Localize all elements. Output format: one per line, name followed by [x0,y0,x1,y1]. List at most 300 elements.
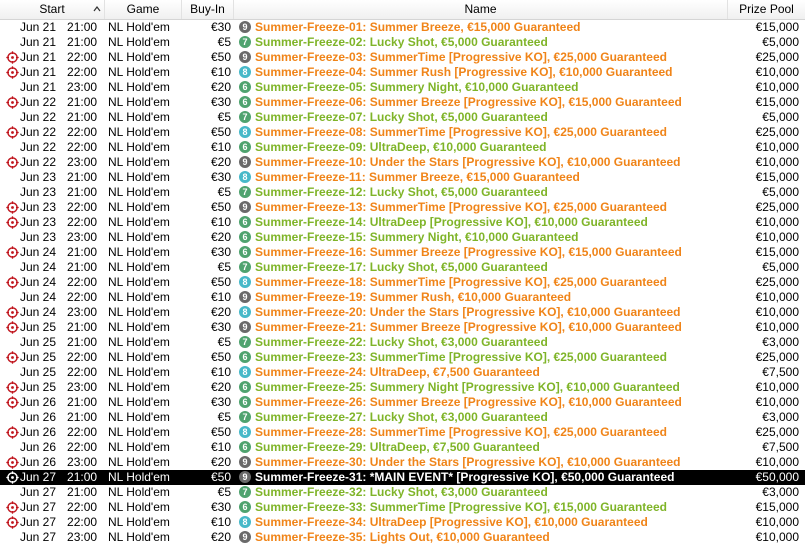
tournament-name: Summer-Freeze-05: Summery Night, €10,000 Guaranteed [255,80,579,94]
game-cell: NL Hold'em [108,110,170,124]
tournament-row[interactable] [0,215,805,230]
buyin-cell: €5 [217,260,231,274]
start-time-cell [20,305,98,320]
start-time: 22:00 [67,125,98,139]
buyin-cell: €50 [210,275,231,289]
tournament-row[interactable] [0,230,805,245]
start-time: 23:00 [67,80,98,94]
buyin-cell: €30 [210,395,231,409]
table-header [0,0,805,20]
start-time: 21:00 [67,320,98,334]
start-date: Jun 25 [20,365,57,379]
column-header-prize-label: Prize Pool [739,2,794,16]
tournament-row[interactable] [0,200,805,215]
tournament-row[interactable] [0,80,805,95]
tournament-row[interactable] [0,455,805,470]
start-time: 23:00 [67,380,98,394]
table-size-badge: 6 [239,441,251,453]
table-size-badge: 8 [239,516,251,528]
table-size-badge: 6 [239,246,251,258]
prize-pool-cell: €3,000 [762,410,799,424]
tournament-name: Summer-Freeze-08: SummerTime [Progressive KO], €25,000 Guaranteed [255,125,667,139]
buyin-cell: €10 [210,215,231,229]
tournament-name: Summer-Freeze-28: SummerTime [Progressive KO], €25,000 Guaranteed [255,425,667,439]
buyin-cell: €20 [210,80,231,94]
knockout-target-icon [6,396,19,409]
start-date: Jun 22 [20,110,57,124]
tournament-name: Summer-Freeze-25: Summery Night [Progressive KO], €10,000 Guaranteed [255,380,680,394]
table-size-badge: 6 [239,96,251,108]
buyin-cell: €30 [210,170,231,184]
tournament-name: Summer-Freeze-01: Summer Breeze, €15,000 Guaranteed [255,20,581,34]
prize-pool-cell: €5,000 [762,185,799,199]
table-size-badge: 9 [239,21,251,33]
name-cell [239,185,729,200]
tournament-row[interactable] [0,485,805,500]
prize-pool-cell: €7,500 [762,365,799,379]
buyin-cell: €10 [210,140,231,154]
buyin-cell: €50 [210,470,231,484]
tournament-row[interactable] [0,440,805,455]
game-cell: NL Hold'em [108,350,170,364]
tournament-name: Summer-Freeze-19: Summer Rush, €10,000 Guaranteed [255,290,572,304]
start-time-cell [20,290,98,305]
name-cell [239,290,729,305]
start-time: 21:00 [67,260,98,274]
prize-pool-cell: €10,000 [755,530,799,544]
game-cell: NL Hold'em [108,320,170,334]
start-time-cell [20,455,98,470]
start-date: Jun 24 [20,290,57,304]
table-size-badge: 6 [239,381,251,393]
start-time-cell [20,425,98,440]
name-cell [239,20,729,35]
tournament-name: Summer-Freeze-03: SummerTime [Progressive KO], €25,000 Guaranteed [255,50,667,64]
start-time: 21:00 [67,110,98,124]
table-size-badge: 7 [239,411,251,423]
game-cell: NL Hold'em [108,380,170,394]
prize-pool-cell: €25,000 [755,350,799,364]
start-time-cell [20,215,98,230]
game-cell: NL Hold'em [108,65,170,79]
table-size-badge: 8 [239,426,251,438]
buyin-cell: €20 [210,230,231,244]
start-time: 21:00 [67,170,98,184]
tournament-row[interactable] [0,395,805,410]
tournament-row[interactable] [0,515,805,530]
knockout-target-icon [6,126,19,139]
start-time: 21:00 [67,410,98,424]
name-cell [239,140,729,155]
name-cell [239,470,729,485]
tournament-row[interactable] [0,50,805,65]
prize-pool-cell: €15,000 [755,245,799,259]
tournament-row[interactable] [0,110,805,125]
start-date: Jun 23 [20,215,57,229]
start-date: Jun 26 [20,455,57,469]
start-time: 22:00 [67,65,98,79]
prize-pool-cell: €10,000 [755,230,799,244]
name-cell [239,500,729,515]
name-cell [239,515,729,530]
table-size-badge: 7 [239,486,251,498]
prize-pool-cell: €10,000 [755,290,799,304]
start-time-cell [20,110,98,125]
name-cell [239,260,729,275]
tournament-row[interactable] [0,320,805,335]
table-size-badge: 8 [239,276,251,288]
game-cell: NL Hold'em [108,290,170,304]
start-time-cell [20,185,98,200]
tournament-name: Summer-Freeze-07: Lucky Shot, €5,000 Guaranteed [255,110,548,124]
tournament-row[interactable] [0,125,805,140]
buyin-cell: €20 [210,380,231,394]
game-cell: NL Hold'em [108,20,170,34]
knockout-target-icon [6,501,19,514]
column-header-name[interactable] [234,0,728,19]
start-date: Jun 23 [20,185,57,199]
tournament-row[interactable] [0,155,805,170]
tournament-list [0,20,805,545]
start-time: 22:00 [67,215,98,229]
prize-pool-cell: €10,000 [755,395,799,409]
knockout-target-icon [6,351,19,364]
column-header-buyin[interactable] [182,0,234,19]
knockout-target-icon [6,426,19,439]
start-date: Jun 26 [20,410,57,424]
start-time: 23:00 [67,305,98,319]
name-cell [239,305,729,320]
table-size-badge: 9 [239,321,251,333]
tournament-name: Summer-Freeze-02: Lucky Shot, €5,000 Guaranteed [255,35,548,49]
table-size-badge: 9 [239,456,251,468]
game-cell: NL Hold'em [108,140,170,154]
start-time-cell [20,20,98,35]
start-time-cell [20,350,98,365]
tournament-name: Summer-Freeze-30: Under the Stars [Progressive KO], €10,000 Guaranteed [255,455,681,469]
name-cell [239,410,729,425]
game-cell: NL Hold'em [108,410,170,424]
tournament-name: Summer-Freeze-17: Lucky Shot, €5,000 Guaranteed [255,260,548,274]
start-time: 22:00 [67,200,98,214]
tournament-name: Summer-Freeze-31: *MAIN EVENT* [Progressive KO], €50,000 Guaranteed [255,470,675,484]
start-time: 23:00 [67,455,98,469]
start-time: 21:00 [67,35,98,49]
game-cell: NL Hold'em [108,170,170,184]
start-date: Jun 25 [20,380,57,394]
start-date: Jun 26 [20,440,57,454]
start-time: 23:00 [67,155,98,169]
start-time: 21:00 [67,95,98,109]
start-date: Jun 23 [20,200,57,214]
start-time-cell [20,470,98,485]
game-cell: NL Hold'em [108,530,170,544]
knockout-target-icon [6,201,19,214]
game-cell: NL Hold'em [108,200,170,214]
start-time-cell [20,395,98,410]
prize-pool-cell: €10,000 [755,515,799,529]
start-time: 21:00 [67,20,98,34]
tournament-row[interactable] [0,380,805,395]
tournament-row[interactable] [0,140,805,155]
start-time: 22:00 [67,350,98,364]
buyin-cell: €30 [210,95,231,109]
tournament-row[interactable] [0,245,805,260]
knockout-target-icon [6,276,19,289]
start-date: Jun 21 [20,65,57,79]
prize-pool-cell: €15,000 [755,20,799,34]
tournament-row[interactable] [0,500,805,515]
start-date: Jun 27 [20,470,57,484]
name-cell [239,35,729,50]
name-cell [239,170,729,185]
prize-pool-cell: €10,000 [755,215,799,229]
start-time-cell [20,515,98,530]
table-size-badge: 8 [239,171,251,183]
start-time-cell [20,275,98,290]
tournament-name: Summer-Freeze-22: Lucky Shot, €3,000 Guaranteed [255,335,548,349]
start-date: Jun 27 [20,500,57,514]
tournament-row[interactable] [0,530,805,545]
game-cell: NL Hold'em [108,35,170,49]
column-header-start[interactable] [0,0,105,19]
buyin-cell: €50 [210,125,231,139]
table-size-badge: 6 [239,351,251,363]
start-time: 21:00 [67,185,98,199]
start-time-cell [20,230,98,245]
tournament-row[interactable] [0,470,805,485]
start-time-cell [20,485,98,500]
name-cell [239,530,729,545]
prize-pool-cell: €10,000 [755,65,799,79]
name-cell [239,110,729,125]
game-cell: NL Hold'em [108,305,170,319]
table-size-badge: 8 [239,66,251,78]
table-size-badge: 9 [239,201,251,213]
tournament-row[interactable] [0,305,805,320]
start-time-cell [20,155,98,170]
tournament-name: Summer-Freeze-11: Summer Breeze, €15,000 Guaranteed [255,170,580,184]
start-time-cell [20,35,98,50]
knockout-target-icon [6,246,19,259]
start-date: Jun 21 [20,80,57,94]
tournament-row[interactable] [0,260,805,275]
prize-pool-cell: €25,000 [755,275,799,289]
knockout-target-icon [6,216,19,229]
table-size-badge: 9 [239,531,251,543]
start-date: Jun 21 [20,50,57,64]
tournament-row[interactable] [0,95,805,110]
buyin-cell: €5 [217,410,231,424]
tournament-row[interactable] [0,290,805,305]
start-date: Jun 24 [20,260,57,274]
column-header-game[interactable] [105,0,182,19]
game-cell: NL Hold'em [108,515,170,529]
start-date: Jun 23 [20,230,57,244]
tournament-name: Summer-Freeze-21: Summer Breeze [Progressive KO], €10,000 Guaranteed [255,320,682,334]
buyin-cell: €5 [217,335,231,349]
start-time: 21:00 [67,470,98,484]
knockout-target-icon [6,96,19,109]
buyin-cell: €10 [210,65,231,79]
table-size-badge: 9 [239,156,251,168]
buyin-cell: €30 [210,245,231,259]
buyin-cell: €50 [210,200,231,214]
start-time-cell [20,440,98,455]
prize-pool-cell: €5,000 [762,260,799,274]
start-time-cell [20,125,98,140]
tournament-row[interactable] [0,350,805,365]
start-time: 21:00 [67,335,98,349]
game-cell: NL Hold'em [108,455,170,469]
start-date: Jun 22 [20,140,57,154]
start-time-cell [20,170,98,185]
game-cell: NL Hold'em [108,395,170,409]
table-size-badge: 8 [239,126,251,138]
knockout-target-icon [6,321,19,334]
tournament-name: Summer-Freeze-26: Summer Breeze [Progressive KO], €10,000 Guaranteed [255,395,682,409]
start-date: Jun 27 [20,485,57,499]
name-cell [239,80,729,95]
name-cell [239,200,729,215]
start-time-cell [20,200,98,215]
prize-pool-cell: €5,000 [762,35,799,49]
buyin-cell: €10 [210,515,231,529]
prize-pool-cell: €25,000 [755,425,799,439]
table-size-badge: 9 [239,291,251,303]
start-time-cell [20,95,98,110]
game-cell: NL Hold'em [108,215,170,229]
tournament-name: Summer-Freeze-06: Summer Breeze [Progressive KO], €15,000 Guaranteed [255,95,682,109]
buyin-cell: €10 [210,440,231,454]
table-size-badge: 7 [239,186,251,198]
prize-pool-cell: €15,000 [755,170,799,184]
start-date: Jun 24 [20,245,57,259]
start-date: Jun 25 [20,320,57,334]
tournament-name: Summer-Freeze-12: Lucky Shot, €5,000 Guaranteed [255,185,548,199]
table-size-badge: 8 [239,306,251,318]
tournament-name: Summer-Freeze-34: UltraDeep [Progressive KO], €10,000 Guaranteed [255,515,648,529]
name-cell [239,455,729,470]
tournament-row[interactable] [0,335,805,350]
start-date: Jun 22 [20,95,57,109]
start-date: Jun 21 [20,35,57,49]
tournament-name: Summer-Freeze-13: SummerTime [Progressive KO], €25,000 Guaranteed [255,200,667,214]
start-time-cell [20,65,98,80]
sort-ascending-icon [93,5,101,13]
buyin-cell: €10 [210,290,231,304]
tournament-row[interactable] [0,170,805,185]
game-cell: NL Hold'em [108,470,170,484]
prize-pool-cell: €5,000 [762,110,799,124]
tournament-name: Summer-Freeze-14: UltraDeep [Progressive KO], €10,000 Guaranteed [255,215,648,229]
start-time: 22:00 [67,365,98,379]
start-date: Jun 26 [20,425,57,439]
start-date: Jun 23 [20,170,57,184]
prize-pool-cell: €50,000 [755,470,799,484]
name-cell [239,485,729,500]
tournament-row[interactable] [0,365,805,380]
tournament-name: Summer-Freeze-33: SummerTime [Progressive KO], €15,000 Guaranteed [255,500,667,514]
start-date: Jun 24 [20,305,57,319]
start-time: 22:00 [67,440,98,454]
start-date: Jun 27 [20,530,57,544]
game-cell: NL Hold'em [108,245,170,259]
prize-pool-cell: €10,000 [755,320,799,334]
prize-pool-cell: €3,000 [762,335,799,349]
prize-pool-cell: €10,000 [755,155,799,169]
start-time-cell [20,380,98,395]
start-time: 22:00 [67,140,98,154]
tournament-name: Summer-Freeze-20: Under the Stars [Progressive KO], €10,000 Guaranteed [255,305,681,319]
start-time: 22:00 [67,50,98,64]
start-time-cell [20,335,98,350]
name-cell [239,155,729,170]
start-time: 22:00 [67,515,98,529]
buyin-cell: €20 [210,455,231,469]
column-header-prize[interactable] [728,0,805,19]
start-date: Jun 21 [20,20,57,34]
name-cell [239,65,729,80]
knockout-target-icon [6,66,19,79]
name-cell [239,215,729,230]
start-date: Jun 25 [20,350,57,364]
buyin-cell: €20 [210,305,231,319]
column-header-buyin-label: Buy-In [190,2,225,16]
column-header-start-label: Start [39,2,65,16]
buyin-cell: €5 [217,185,231,199]
table-size-badge: 7 [239,261,251,273]
tournament-name: Summer-Freeze-24: UltraDeep, €7,500 Guaranteed [255,365,540,379]
name-cell [239,230,729,245]
table-size-badge: 6 [239,396,251,408]
buyin-cell: €10 [210,365,231,379]
table-size-badge: 9 [239,51,251,63]
tournament-row[interactable] [0,20,805,35]
knockout-target-icon [6,516,19,529]
tournament-row[interactable] [0,410,805,425]
buyin-cell: €5 [217,35,231,49]
tournament-row[interactable] [0,35,805,50]
tournament-name: Summer-Freeze-32: Lucky Shot, €3,000 Guaranteed [255,485,548,499]
game-cell: NL Hold'em [108,95,170,109]
table-size-badge: 8 [239,366,251,378]
name-cell [239,320,729,335]
table-size-badge: 6 [239,216,251,228]
table-size-badge: 6 [239,231,251,243]
table-size-badge: 6 [239,81,251,93]
tournament-row[interactable] [0,65,805,80]
prize-pool-cell: €10,000 [755,80,799,94]
name-cell [239,380,729,395]
tournament-row[interactable] [0,275,805,290]
buyin-cell: €30 [210,500,231,514]
name-cell [239,425,729,440]
start-time: 21:00 [67,485,98,499]
tournament-row[interactable] [0,185,805,200]
start-time-cell [20,530,98,545]
start-time-cell [20,365,98,380]
name-cell [239,440,729,455]
buyin-cell: €30 [210,320,231,334]
name-cell [239,95,729,110]
tournament-row[interactable] [0,425,805,440]
prize-pool-cell: €10,000 [755,305,799,319]
prize-pool-cell: €10,000 [755,380,799,394]
tournament-name: Summer-Freeze-10: Under the Stars [Progressive KO], €10,000 Guaranteed [255,155,681,169]
prize-pool-cell: €3,000 [762,485,799,499]
start-time-cell [20,320,98,335]
